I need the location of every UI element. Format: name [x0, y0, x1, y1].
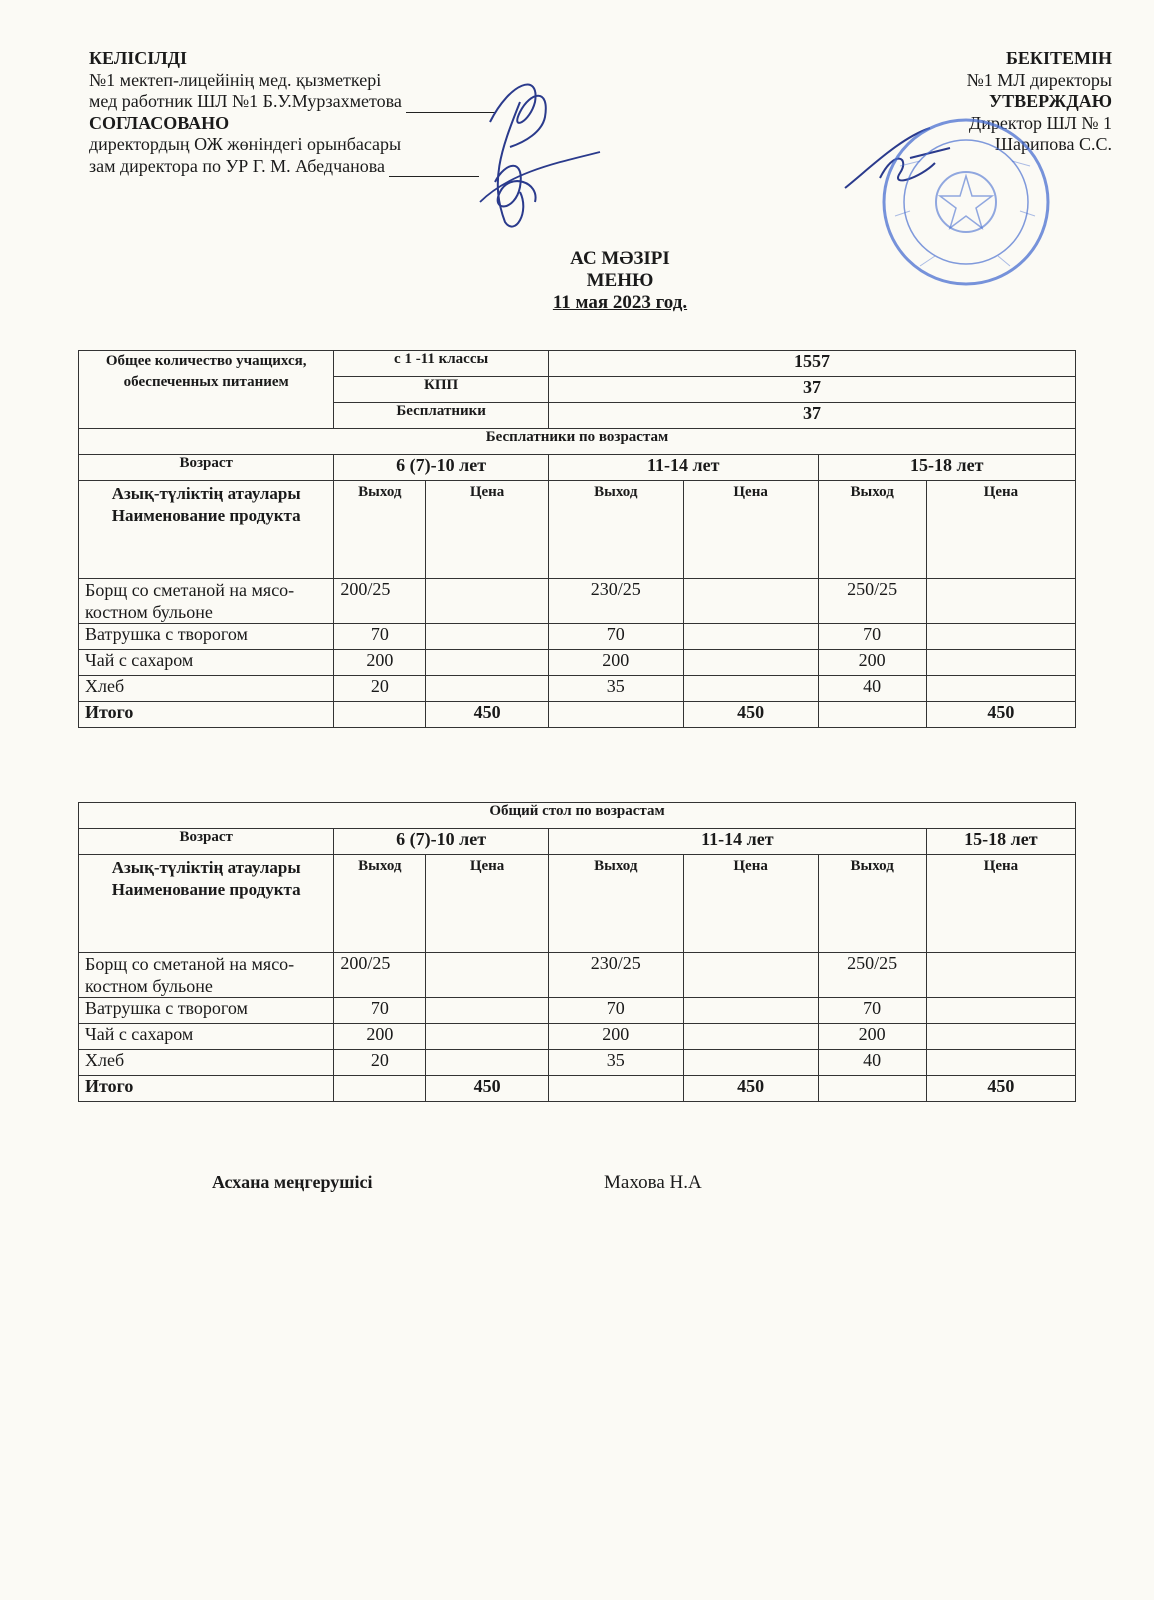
output-value: 20 [334, 676, 426, 702]
column-header-row [79, 855, 1076, 953]
age-group: 6 (7)-10 лет [334, 455, 549, 481]
table-row [79, 1024, 1076, 1050]
summary-value: 37 [548, 403, 1075, 429]
output-value: 200 [334, 1024, 426, 1050]
product-name: Чай с сахаром [79, 1024, 334, 1050]
output-value: 230/25 [548, 579, 683, 624]
output-value: 200 [818, 1024, 926, 1050]
age-group: 6 (7)-10 лет [334, 829, 549, 855]
summary-name: КПП [334, 377, 549, 403]
col-output: Выход [548, 481, 683, 579]
output-value: 200 [334, 650, 426, 676]
output-value: 35 [548, 1050, 683, 1076]
director-line-ru: Директор ШЛ № 1 [968, 112, 1112, 133]
output-value: 200/25 [334, 953, 426, 998]
col-price: Цена [683, 855, 818, 953]
free-meals-table [78, 350, 1076, 728]
age-row [79, 455, 1076, 481]
agreed-ru: СОГЛАСОВАНО [89, 112, 230, 133]
summary-value: 1557 [548, 351, 1075, 377]
director-name: Шарипова С.С. [994, 134, 1112, 154]
total-price: 450 [426, 702, 549, 728]
section-title: Бесплатники по возрастам [79, 429, 1076, 455]
product-name-header: Азық-түліктің атаулары Наименование продукта [79, 481, 334, 579]
age-label: Возраст [79, 455, 334, 481]
title-kz: АС МӘЗІРІ [570, 248, 670, 269]
total-label: Итого [79, 702, 334, 728]
medic-line-kz: №1 мектеп-лицейінің мед. қызметкері [89, 69, 382, 90]
total-price: 450 [426, 1076, 549, 1102]
output-value: 35 [548, 676, 683, 702]
signature-medic [450, 62, 620, 242]
total-price: 450 [683, 702, 818, 728]
menu-date: 11 мая 2023 год. [552, 292, 688, 313]
section-title: Общий стол по возрастам [79, 803, 1076, 829]
total-price: 450 [926, 702, 1075, 728]
table-row [79, 579, 1076, 624]
output-value: 200/25 [334, 579, 426, 624]
menu-title [0, 248, 1154, 314]
col-output: Выход [818, 481, 926, 579]
col-price: Цена [926, 855, 1075, 953]
approval-left [89, 48, 496, 177]
output-value: 70 [818, 624, 926, 650]
product-name: Хлеб [79, 1050, 334, 1076]
col-price: Цена [683, 481, 818, 579]
output-value: 70 [548, 624, 683, 650]
col-price: Цена [926, 481, 1075, 579]
age-group: 11-14 лет [548, 455, 818, 481]
output-value: 200 [548, 650, 683, 676]
summary-value: 37 [548, 377, 1075, 403]
medic-line-ru: мед работник ШЛ №1 Б.У.Мурзахметова [89, 91, 496, 113]
approve-kz: БЕКІТЕМІН [1006, 48, 1112, 68]
output-value: 230/25 [548, 953, 683, 998]
col-output: Выход [334, 855, 426, 953]
total-row [79, 702, 1076, 728]
director-line-kz: №1 МЛ директоры [966, 69, 1112, 90]
total-price: 450 [683, 1076, 818, 1102]
output-value: 200 [548, 1024, 683, 1050]
output-value: 40 [818, 1050, 926, 1076]
product-name: Ватрушка с творогом [79, 624, 334, 650]
summary-name: с 1 -11 классы [334, 351, 549, 377]
agreed-kz: КЕЛІСІЛДІ [89, 48, 188, 68]
col-price: Цена [426, 855, 549, 953]
product-name: Чай с сахаром [79, 650, 334, 676]
general-table [78, 802, 1076, 1102]
output-value: 70 [818, 998, 926, 1024]
table-row [79, 998, 1076, 1024]
age-group: 15-18 лет [818, 455, 1075, 481]
summary-name: Бесплатники [334, 403, 549, 429]
table-row [79, 1050, 1076, 1076]
output-value: 40 [818, 676, 926, 702]
age-group: 15-18 лет [926, 829, 1075, 855]
age-row [79, 829, 1076, 855]
table-row [79, 676, 1076, 702]
total-row [79, 1076, 1076, 1102]
output-value: 250/25 [818, 579, 926, 624]
canteen-head-name: Махова Н.А [604, 1172, 702, 1193]
table-row [79, 624, 1076, 650]
product-name: Ватрушка с творогом [79, 998, 334, 1024]
output-value: 70 [548, 998, 683, 1024]
output-value: 250/25 [818, 953, 926, 998]
output-value: 200 [818, 650, 926, 676]
table-row [79, 953, 1076, 998]
product-name: Борщ со сметаной на мясо-костном бульоне [79, 579, 334, 624]
approve-ru: УТВЕРЖДАЮ [988, 91, 1112, 111]
product-name-header: Азық-түліктің атаулары Наименование продукта [79, 855, 334, 953]
col-output: Выход [818, 855, 926, 953]
column-header-row [79, 481, 1076, 579]
deputy-line-ru: зам директора по УР Г. М. Абедчанова [89, 156, 496, 178]
col-output: Выход [334, 481, 426, 579]
col-price: Цена [426, 481, 549, 579]
total-label: Итого [79, 1076, 334, 1102]
age-label: Возраст [79, 829, 334, 855]
table-row [79, 650, 1076, 676]
deputy-line-kz: директордың ОЖ жөніндегі орынбасары [89, 134, 402, 154]
output-value: 70 [334, 998, 426, 1024]
summary-row [79, 351, 1076, 377]
output-value: 70 [334, 624, 426, 650]
total-price: 450 [926, 1076, 1075, 1102]
col-output: Выход [548, 855, 683, 953]
canteen-head-label: Асхана меңгерушісі [212, 1172, 373, 1192]
product-name: Борщ со сметаной на мясо-костном бульоне [79, 953, 334, 998]
age-group: 11-14 лет [548, 829, 926, 855]
title-ru: МЕНЮ [586, 270, 654, 291]
output-value: 20 [334, 1050, 426, 1076]
summary-label: Общее количество учащихся, обеспеченных питанием [79, 351, 334, 429]
product-name: Хлеб [79, 676, 334, 702]
